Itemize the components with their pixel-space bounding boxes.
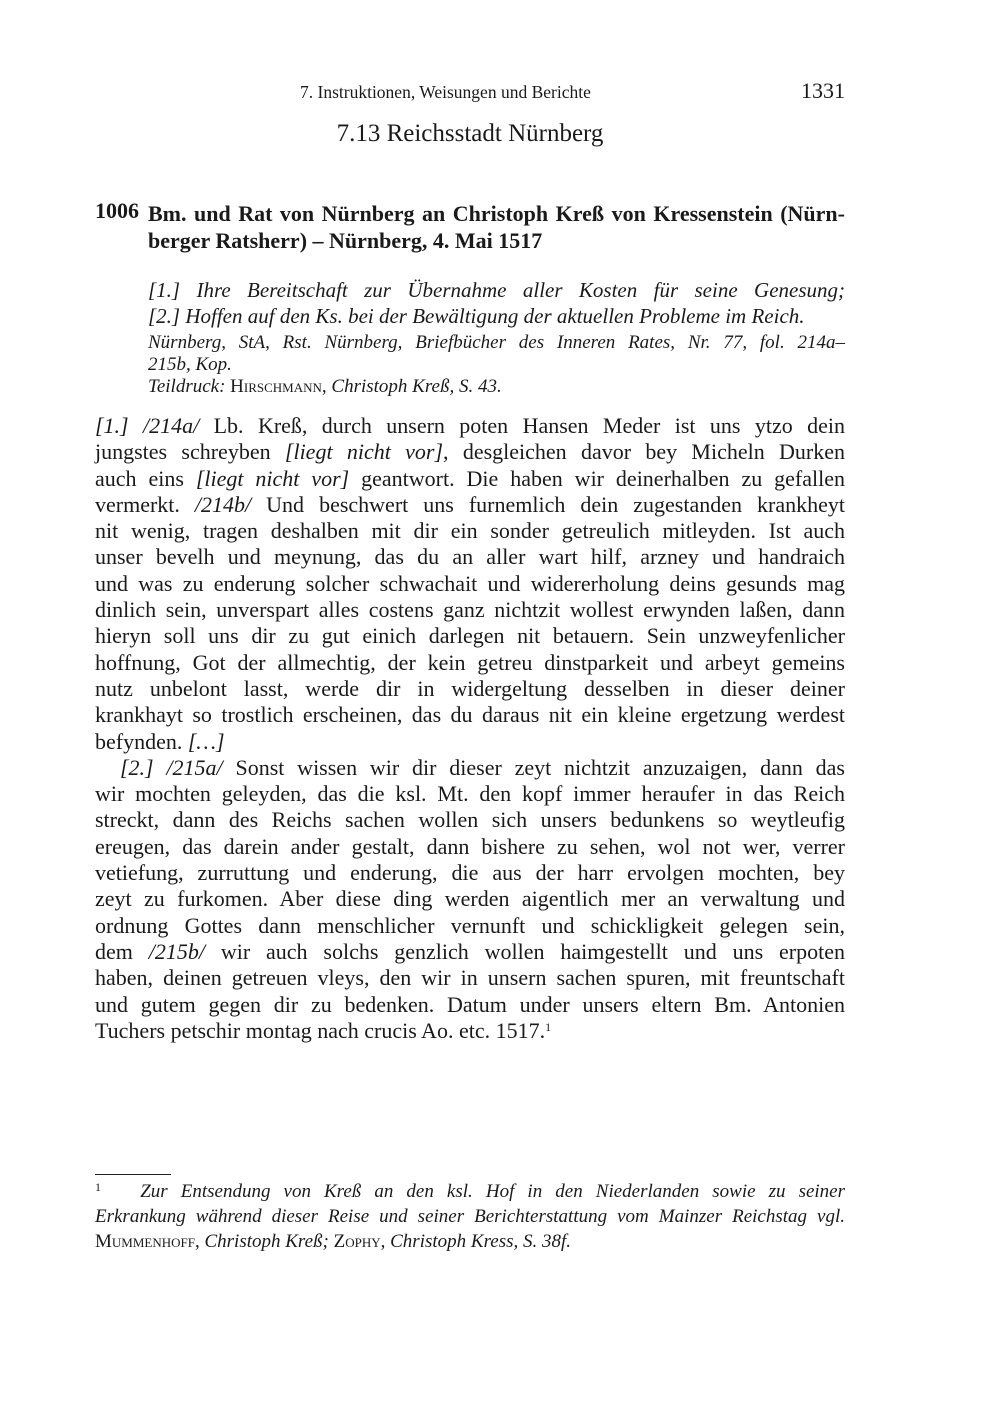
text-segment: unser bevelh und meynung, das du an aller wart hilf, arzney und handraich — [95, 544, 845, 570]
document-number: 1006 — [95, 198, 139, 223]
text-segment: Mummenhoff — [95, 1231, 195, 1252]
text-segment: berger Ratsherr) – Nürnberg, 4. Mai 1517 — [148, 228, 543, 253]
text-line — [95, 413, 845, 439]
text-line — [95, 729, 845, 755]
text-segment: nutz unbelont lasst, werde dir in widergeltung desselben in dieser deiner — [95, 675, 845, 701]
text-segment: haben, deinen getreuen vleys, den wir in unsern sachen spuren, mit freuntschaft — [95, 965, 845, 991]
running-head: 7. Instruktionen, Weisungen und Berichte — [300, 82, 591, 102]
text-line — [95, 466, 845, 492]
text-segment: jungstes schreyben — [95, 439, 285, 465]
page-number: 1331 — [801, 78, 845, 103]
text-line — [95, 439, 845, 465]
text-segment: Hirschmann — [230, 376, 322, 397]
text-segment: Teildruck: — [148, 376, 231, 397]
text-segment: auch eins — [95, 465, 196, 491]
text-segment: Sonst wissen wir dir dieser zeyt nichtzit anzuzaigen, dann das — [222, 754, 845, 780]
section-title: 7.13 Reichsstadt Nürnberg — [336, 120, 604, 147]
text-segment: [2.] Hoffen auf den Ks. bei der Bewältigung der aktuellen Probleme im Reich. — [148, 304, 805, 329]
text-line — [95, 834, 845, 860]
source-reference — [148, 332, 845, 398]
text-segment: ereugen, das darein ander gestalt, dann bishere zu sehen, wol not wer, verrer — [95, 833, 845, 859]
text-segment: [liegt nicht vor] — [284, 439, 444, 465]
text-segment: […] — [187, 728, 225, 754]
text-segment: wir auch solchs genzlich wollen haimgestellt und uns erpoten — [204, 938, 845, 964]
text-segment: streckt, dann des Reichs sachen wollen sich unsers bedunkens so weytleufig — [95, 807, 845, 833]
text-line — [148, 354, 845, 376]
text-segment: wir mochten geleyden, das die ksl. Mt. den kopf immer heraufer in das Reich — [95, 781, 845, 807]
text-line — [95, 623, 845, 649]
text-segment: Tuchers petschir montag nach crucis Ao. etc. 1517. — [95, 1017, 546, 1043]
text-line — [95, 755, 845, 781]
text-line — [95, 913, 845, 939]
text-line — [148, 200, 845, 227]
text-segment: , desgleichen davor bey Micheln Durken — [443, 439, 846, 465]
text-line — [148, 376, 845, 398]
text-segment: Erkrankung während dieser Reise und seiner Berichterstattung vom Mainzer Reichstag vgl. — [95, 1206, 845, 1227]
text-segment: dem — [95, 938, 149, 964]
text-line — [95, 1204, 845, 1229]
text-line — [95, 860, 845, 886]
text-line — [95, 571, 845, 597]
text-line — [95, 939, 845, 965]
text-line — [95, 1179, 845, 1204]
text-line — [95, 965, 845, 991]
text-segment: hieryn soll uns dir zu gut einich darlegen nit betauern. Sein unzweyfenlicher — [95, 623, 845, 649]
text-line — [95, 597, 845, 623]
text-line — [95, 650, 845, 676]
text-segment: , — [321, 376, 332, 397]
text-line — [95, 518, 845, 544]
text-segment: dinlich sein, unverspart alles costens ganz nichtzit wollest erwynden laßen, dann — [95, 597, 845, 623]
text-segment: krankhayt so trostlich erscheinen, das du daraus nit ein kleine ergetzung werdest — [95, 702, 845, 728]
text-segment: hoffnung, Got der allmechtig, der kein getreu dinstparkeit und arbeyt gemeins — [95, 649, 845, 675]
text-line — [148, 332, 845, 354]
footnote-divider — [95, 1174, 171, 1175]
text-segment: vermerkt. — [95, 491, 195, 517]
text-segment: /214b/ — [194, 491, 252, 517]
footnote-marker: 1 — [545, 1019, 552, 1034]
text-line — [95, 992, 845, 1018]
text-line — [148, 303, 845, 329]
text-segment: geantwort. Die haben wir deinerhalben zu gefallen — [349, 465, 845, 491]
text-line — [95, 807, 845, 833]
text-segment: nit wenig, tragen deshalben mit dir ein sonder getreulich mitleyden. Ist auch — [95, 518, 845, 544]
text-line — [95, 781, 845, 807]
text-segment: Zophy — [333, 1231, 381, 1252]
text-segment: , — [380, 1231, 391, 1252]
text-segment: zeyt zu furkomen. Aber diese ding werden aigentlich mer an verwaltung und — [95, 886, 845, 912]
text-line — [95, 886, 845, 912]
text-line — [148, 227, 845, 254]
text-segment: und gutem gegen dir zu bedenken. Datum under unsers eltern Bm. Antonien — [95, 991, 845, 1017]
document-summary — [148, 277, 845, 330]
text-segment: ordnung Gottes dann menschlicher vernunft und schickligkeit gelegen sein, — [95, 912, 845, 938]
text-line — [95, 1018, 845, 1044]
text-segment: befynden. — [95, 728, 188, 754]
text-line — [95, 702, 845, 728]
text-segment: /215b/ — [148, 938, 205, 964]
text-segment: 215b, Kop. — [148, 354, 232, 375]
footnote — [95, 1179, 845, 1254]
text-segment: [2.] /215a/ — [120, 754, 223, 780]
body-text — [95, 413, 845, 1044]
text-segment: Nürnberg, StA, Rst. Nürnberg, Briefbücher des Inneren Rates, Nr. 77, fol. 214a– — [148, 332, 845, 353]
text-segment: und was zu enderung solcher schwachait und widererholung deins gesunds mag — [95, 570, 845, 596]
text-segment: Christoph Kreß; — [204, 1231, 329, 1252]
text-line — [95, 544, 845, 570]
text-segment: [liegt nicht vor] — [195, 465, 350, 491]
text-segment: Lb. Kreß, durch unsern poten Hansen Meder ist uns ytzo dein — [199, 413, 845, 438]
text-segment: [1.] Ihre Bereitschaft zur Übernahme aller Kosten für seine Genesung; — [148, 278, 845, 302]
text-line — [148, 277, 845, 303]
text-segment: Zur Entsendung von Kreß an den ksl. Hof in den Niederlanden sowie zu seiner — [140, 1181, 845, 1202]
footnote-marker: 1 — [95, 1180, 101, 1194]
text-line — [95, 492, 845, 518]
text-segment: , — [194, 1231, 205, 1252]
text-segment: Und beschwert uns furnemlich dein zugestanden krankheyt — [251, 491, 845, 517]
text-line — [95, 676, 845, 702]
text-segment: Christoph Kress, S. 38f. — [390, 1231, 572, 1252]
text-segment: vetiefung, zurruttung und enderung, die aus der harr ervolgen mochten, bey — [95, 860, 845, 886]
text-line — [95, 1229, 845, 1254]
text-segment: Bm. und Rat von Nürnberg an Christoph Kreß von Kressenstein (Nürn- — [148, 201, 845, 226]
text-segment — [101, 1181, 140, 1202]
document-heading — [148, 200, 845, 254]
text-segment: Christoph Kreß, S. 43. — [331, 376, 502, 397]
text-segment: [1.] /214a/ — [95, 413, 200, 438]
